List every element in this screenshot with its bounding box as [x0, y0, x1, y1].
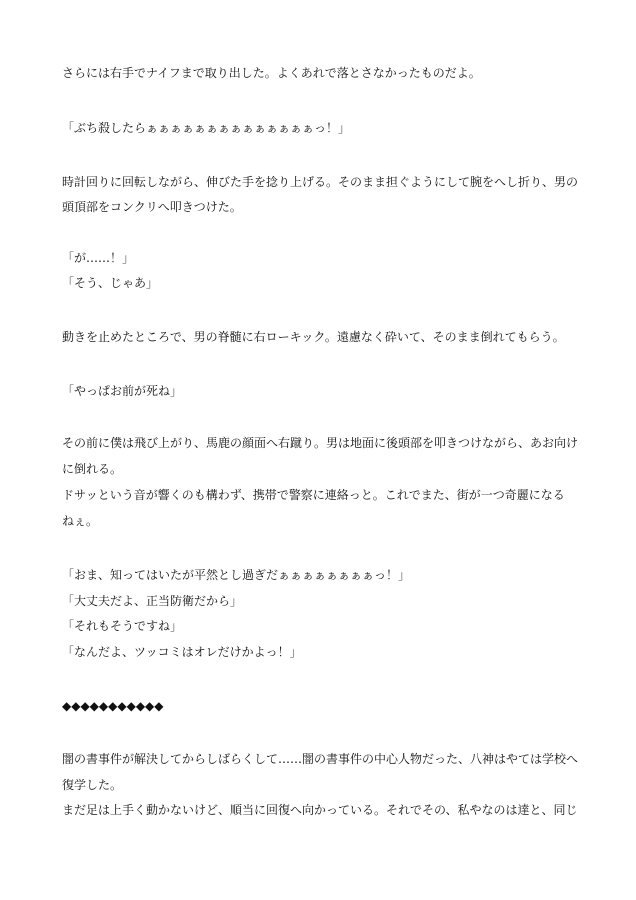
dialogue-line: 「大丈夫だよ、正当防衛だから」: [62, 594, 243, 608]
paragraph-line: 闇の書事件が解決してからしばらくして……闇の書事件の中心人物だった、八神はやては学校へ: [62, 752, 579, 766]
paragraph-line: 時計回りに回転しながら、伸びた手を捻り上げる。そのまま担ぐようにして腕をへし折り、男の: [62, 175, 579, 189]
dialogue-line: 「それもそうですね」: [62, 619, 183, 633]
dialogue-line: 「ぶち殺したらぁぁぁぁぁぁぁぁぁぁぁぁぁぁっ！」: [62, 121, 351, 135]
paragraph-line: ドサッという音が響くのも構わず、携帯で警察に連絡っと。これでまた、街が一つ奇麗になる: [62, 488, 565, 502]
paragraph-line: その前に僕は飛び上がり、馬鹿の顔面へ右蹴り。男は地面に後頭部を叩きつけながら、あお向け: [62, 436, 579, 450]
paragraph-line: に倒れる。: [62, 462, 123, 476]
dialogue-line: 「そう、じゃあ」: [62, 276, 159, 290]
dialogue-line: 「なんだよ、ツッコミはオレだけかよっ！」: [62, 645, 302, 659]
dialogue-line: 「が……！」: [62, 251, 135, 265]
paragraph-line: まだ足は上手く動かないけど、順当に回復へ向かっている。それでその、私やなのは達と、同じ: [62, 803, 578, 817]
dialogue-line: 「やっぱお前が死ね」: [62, 384, 183, 398]
paragraph-line: 頭頂部をコンクリへ叩きつけた。: [62, 200, 242, 214]
dialogue-line: 「おま、知ってはいたが平然とし過ぎだぁぁぁぁぁぁぁぁっ！」: [62, 568, 411, 582]
paragraph-line: ねぇ。: [62, 514, 99, 528]
paragraph-line: 動きを止めたところで、男の脊髄に右ローキック。遠慮なく砕いて、そのまま倒れてもらう。: [62, 330, 565, 344]
paragraph-line: さらには右手でナイフまで取り出した。よくあれで落とさなかったものだよ。: [62, 66, 481, 80]
paragraph-line: 復学した。: [62, 778, 123, 792]
section-divider: ◆◆◆◆◆◆◆◆◆◆◆: [62, 699, 164, 713]
